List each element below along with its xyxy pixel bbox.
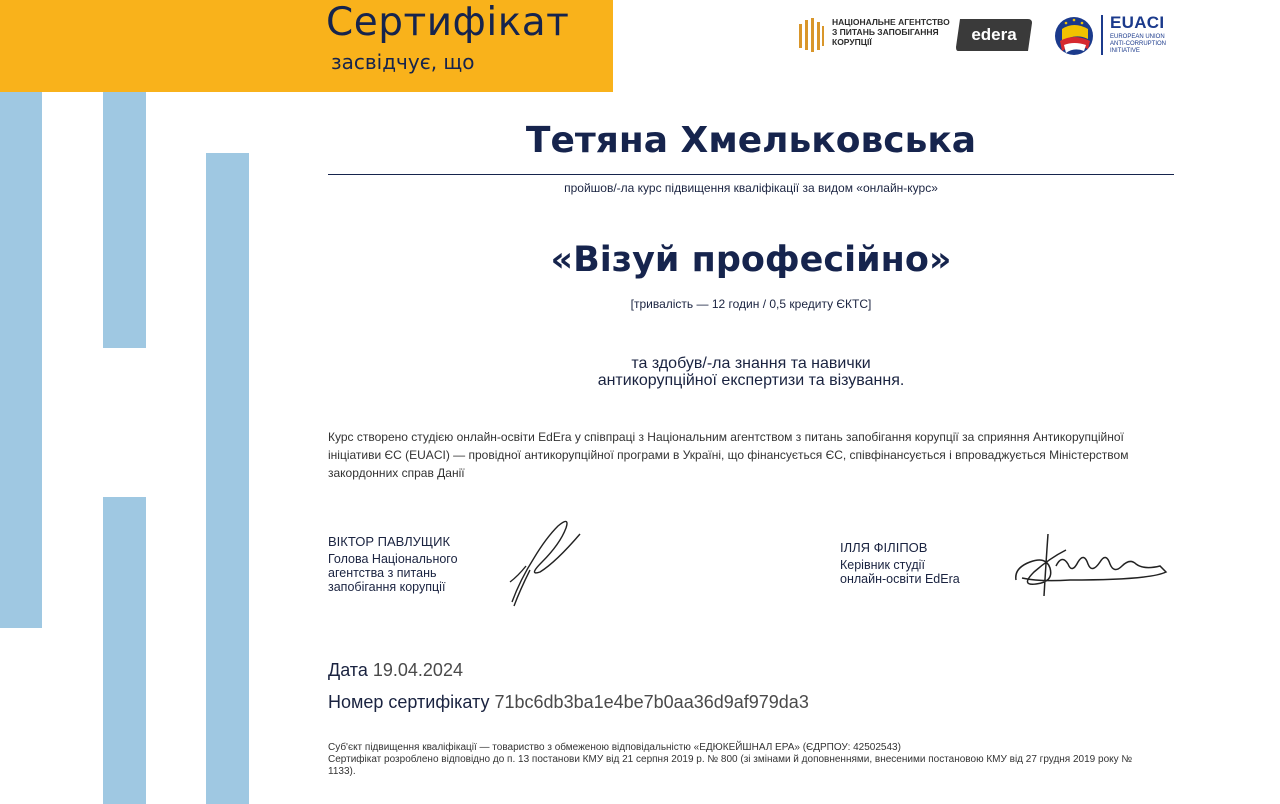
signature-image: [500, 510, 590, 610]
legal-footer: [328, 742, 1148, 778]
decor-stripe: [103, 92, 146, 348]
signer-role: агентства з питань: [328, 566, 437, 580]
certificate-number-line: [328, 692, 809, 713]
passed-course-text: пройшов/-ла курс підвищення кваліфікації за видом «онлайн-курс»: [564, 181, 938, 195]
euaci-logo-icon: [1052, 15, 1096, 57]
course-about-text: Курс створено студією онлайн-освіти EdEra у співпраці з Національним агентством з питань запобігання корупції за сприяння Антикорупційної ініціативи ЄС (EUACI) — провідної антикорупційної програми в Україні, що фінансується ЄС, співфінансується і впроваджується Міністерством закордонних справ Данії: [328, 430, 1129, 480]
euaci-divider: [1101, 15, 1103, 55]
certificate-number-label: Номер сертифікату: [328, 692, 490, 712]
name-underline: [328, 174, 1174, 175]
signer-role: Керівник студії: [840, 558, 925, 572]
certificate-number-value: 71bc6db3ba1e4be7b0aa36d9af979da3: [494, 692, 809, 712]
signer-name: ВІКТОР ПАВЛУЩИК: [328, 534, 451, 549]
signer-name: ІЛЛЯ ФІЛІПОВ: [840, 540, 928, 555]
signer-role: запобігання корупції: [328, 580, 446, 594]
course-title: «Візуй професійно»: [550, 240, 952, 280]
date-label: Дата: [328, 660, 368, 680]
decor-stripe: [206, 153, 249, 804]
euaci-logo-subtext: EUROPEAN UNION ANTI-CORRUPTION INITIATIVE: [1110, 34, 1166, 55]
signer-block: [840, 541, 990, 586]
signer-role: онлайн-освіти EdEra: [840, 572, 960, 586]
euaci-logo-name: EUACI: [1110, 13, 1165, 32]
signer-block: [328, 535, 488, 594]
svg-text:edera: edera: [971, 25, 1017, 44]
recipient-name: Тетяна Хмельковська: [525, 120, 977, 161]
course-duration: [тривалість — 12 годин / 0,5 кредиту ЄКТС]: [630, 297, 872, 311]
date-value: 19.04.2024: [372, 660, 463, 680]
skills-text: та здобув/-ла знання та навички антикорупційної експертизи та візування.: [597, 355, 905, 389]
legal-line: Сертифікат розроблено відповідно до п. 13 постанови КМУ від 21 серпня 2019 р. № 800 (зі змінами й доповненнями, внесеними постановою КМУ від 27 грудня 2019 року № 1133).: [328, 754, 1133, 777]
certificate-title: Сертифікат: [326, 0, 570, 45]
legal-line: Суб'єкт підвищення кваліфікації — товариство з обмеженою відповідальністю «ЕДЮКЕЙШНАЛ ЕРА» (ЄДРПОУ: 42502543): [328, 742, 901, 753]
decor-stripe: [0, 92, 42, 628]
edera-logo-icon: [954, 15, 1034, 55]
date-line: [328, 660, 463, 681]
certificate-subtitle: засвідчує, що: [331, 50, 475, 74]
signature-image: [1010, 528, 1170, 600]
nacp-logo-icon: [797, 16, 825, 54]
signer-role: Голова Національного: [328, 552, 458, 566]
decor-stripe: [103, 497, 146, 804]
nacp-logo-text: НАЦІОНАЛЬНЕ АГЕНТСТВО З ПИТАНЬ ЗАПОБІГАННЯ КОРУПЦІЇ: [832, 17, 950, 47]
